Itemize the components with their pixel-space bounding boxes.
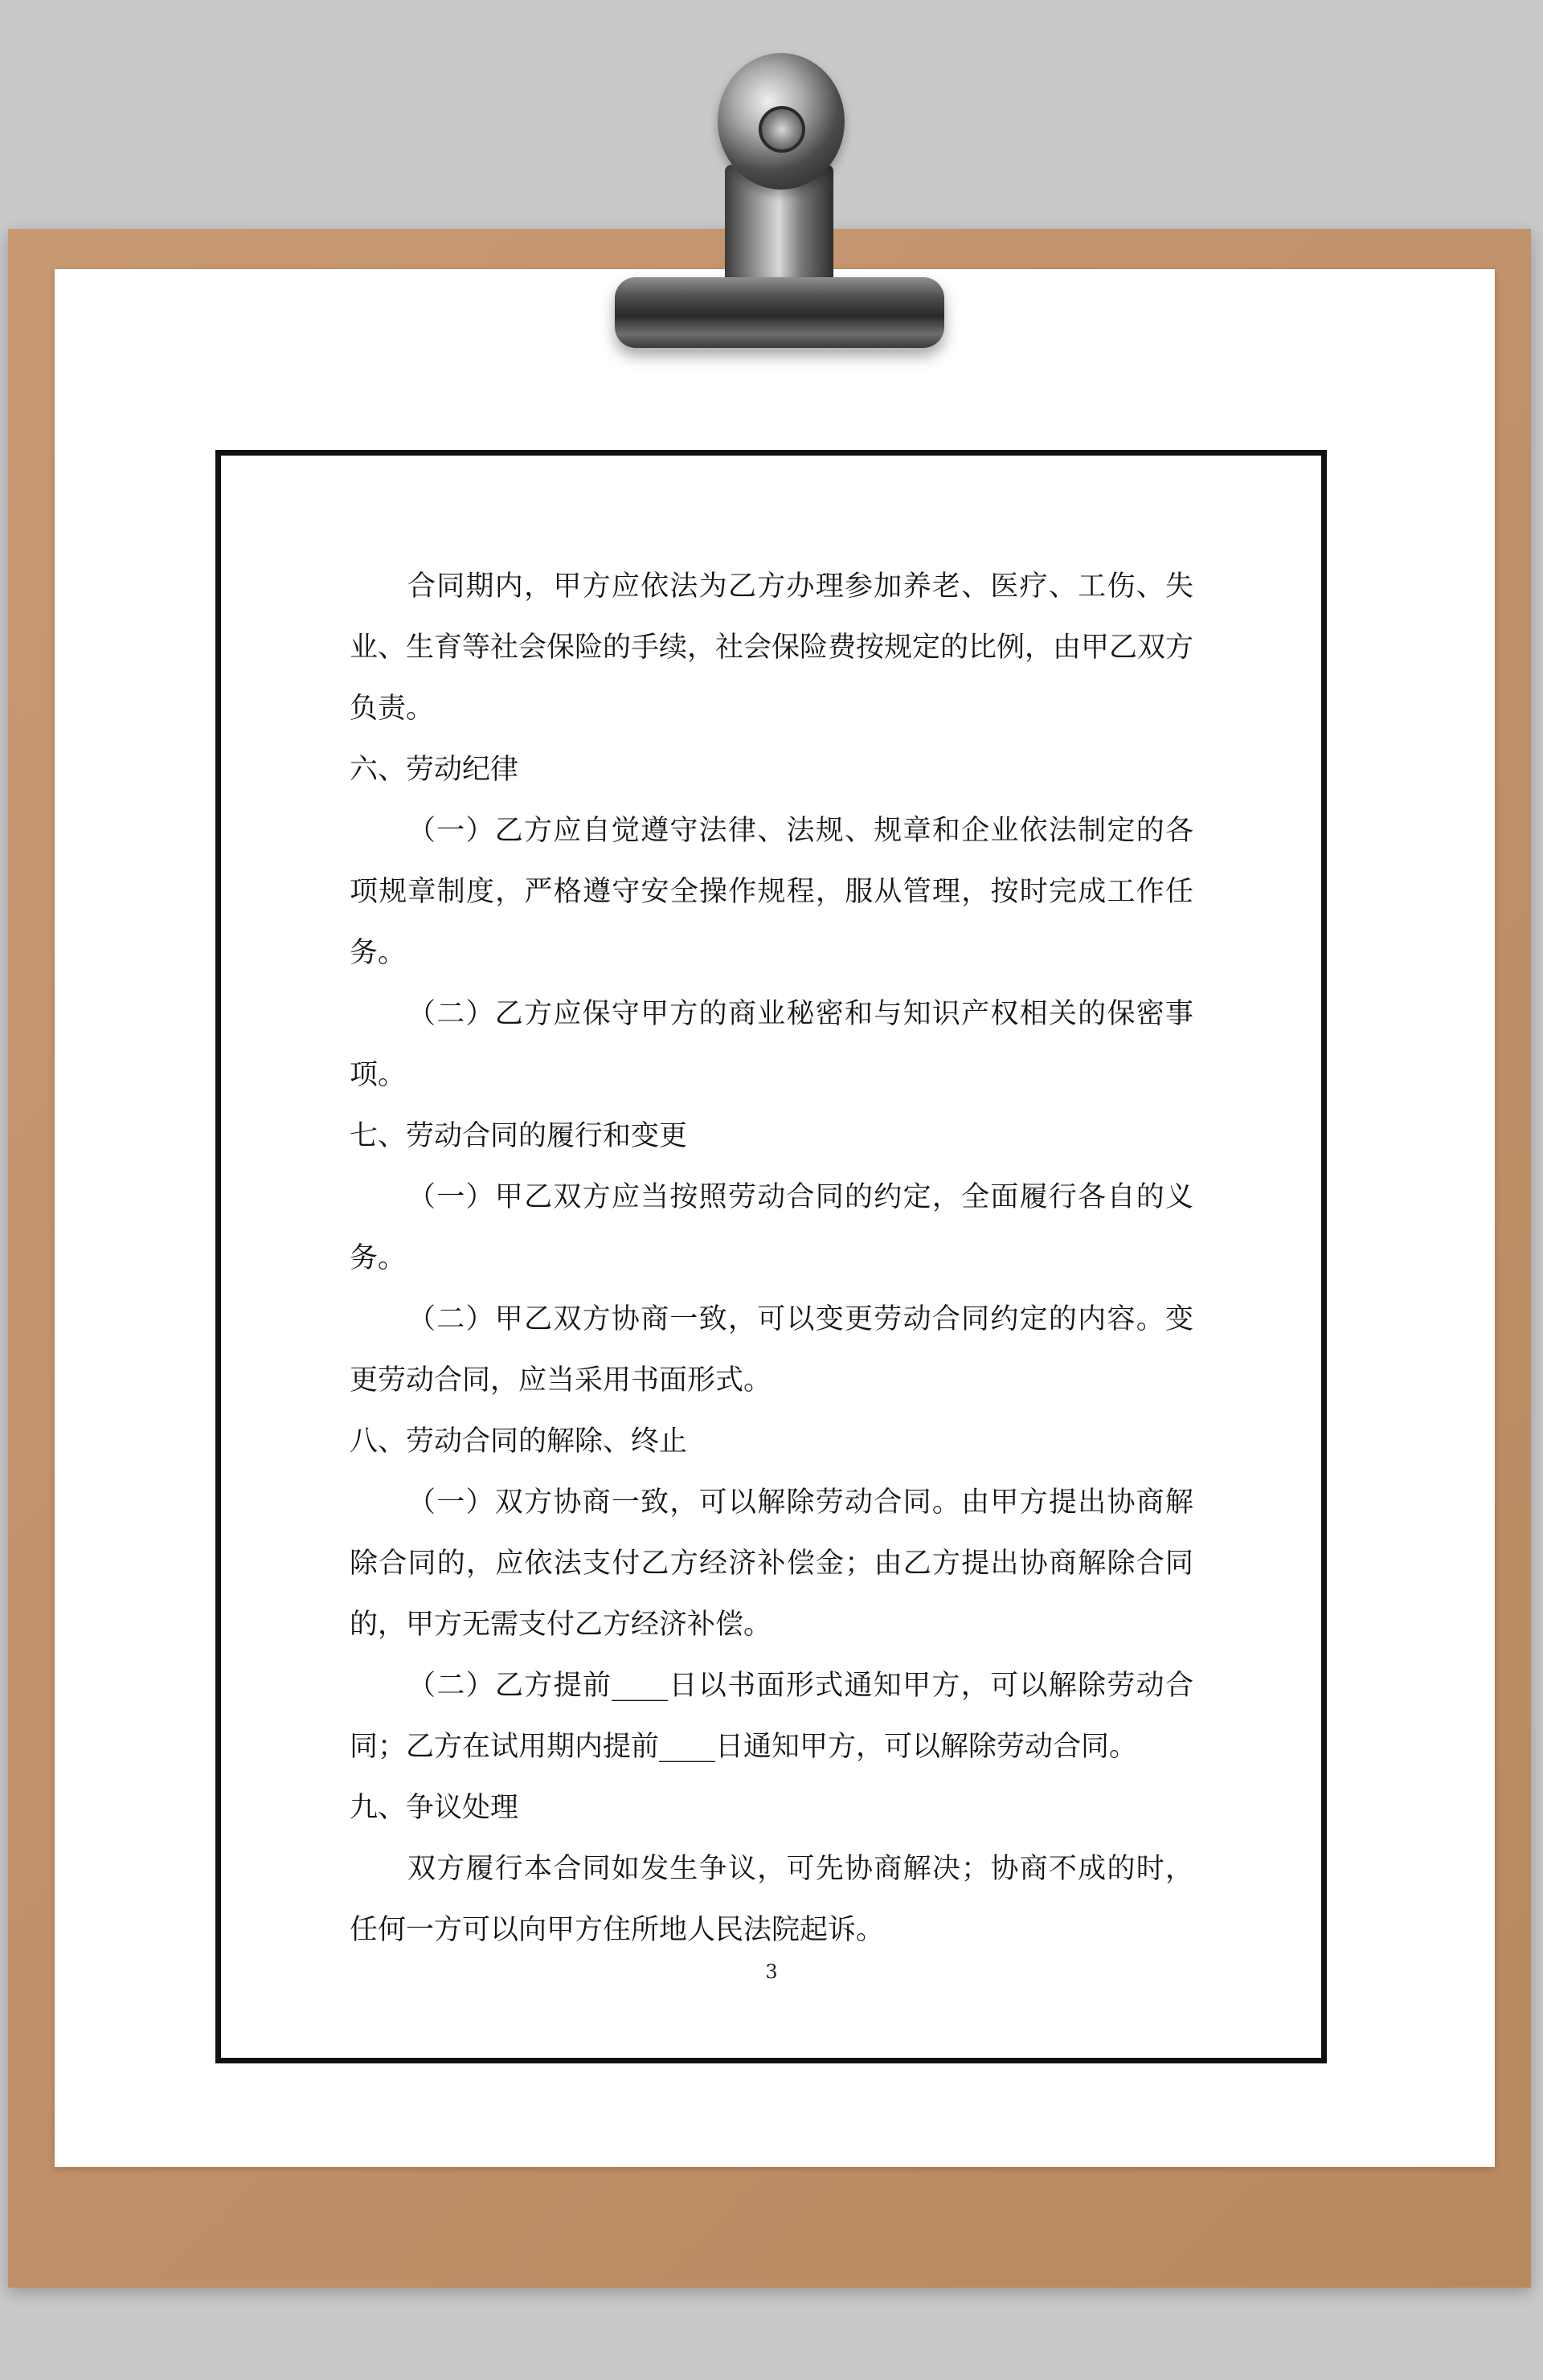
clip-hole: [759, 106, 805, 153]
clip-base: [615, 277, 944, 348]
heading-performance-change: 七、劳动合同的履行和变更: [350, 1120, 688, 1152]
heading-dispute: 九、争议处理: [350, 1792, 519, 1824]
heading-termination: 八、劳动合同的解除、终止: [350, 1425, 688, 1458]
paragraph-discipline-1: （一）乙方应自觉遵守法律、法规、规章和企业依法制定的各项规章制度，严格遵守安全操作规程，服从管理，按时完成工作任务。: [350, 815, 1193, 969]
paragraph-termination-2: （二）乙方提前____日以书面形式通知甲方，可以解除劳动合同；乙方在试用期内提前____日通知甲方，可以解除劳动合同。: [350, 1670, 1193, 1763]
paragraph-performance-2: （二）甲乙双方协商一致，可以变更劳动合同约定的内容。变更劳动合同，应当采用书面形式。: [350, 1303, 1193, 1397]
paragraph-termination-1: （一）双方协商一致，可以解除劳动合同。由甲方提出协商解除合同的，应依法支付乙方经济补偿金；由乙方提出协商解除合同的，甲方无需支付乙方经济补偿。: [350, 1486, 1193, 1641]
paragraph-dispute: 双方履行本合同如发生争议，可先协商解决；协商不成的时，任何一方可以向甲方住所地人民法院起诉。: [350, 1853, 1193, 1946]
paragraph-social-insurance: 合同期内，甲方应依法为乙方办理参加养老、医疗、工伤、失业、生育等社会保险的手续，社会保险费按规定的比例，由甲乙双方负责。: [350, 570, 1194, 725]
document-body: [350, 556, 1193, 1961]
page-number: 3: [765, 1961, 778, 1983]
paragraph-performance-1: （一）甲乙双方应当按照劳动合同的约定，全面履行各自的义务。: [350, 1181, 1193, 1274]
heading-labor-discipline: 六、劳动纪律: [350, 754, 519, 786]
paragraph-discipline-2: （二）乙方应保守甲方的商业秘密和与知识产权相关的保密事项。: [350, 998, 1193, 1091]
